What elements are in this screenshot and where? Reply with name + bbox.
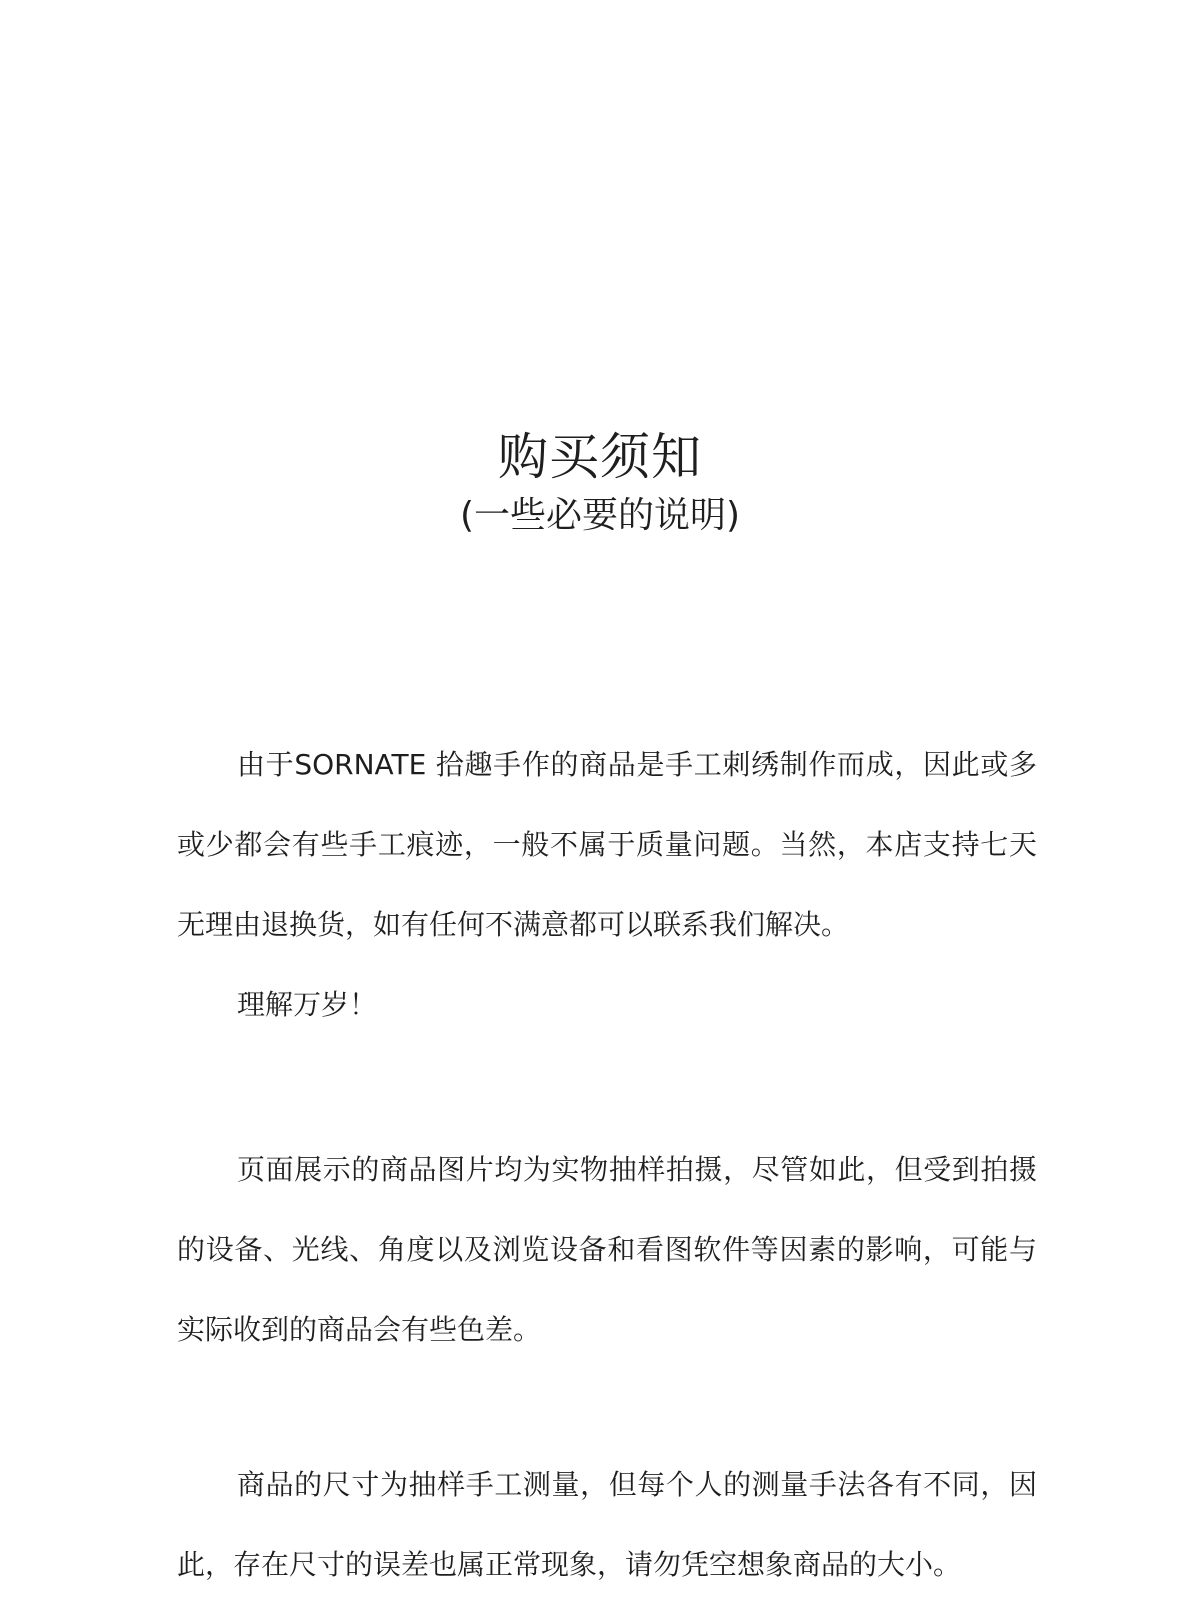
- page-title: 购买须知: [498, 428, 702, 486]
- paragraph-understanding: 理解万岁！: [237, 988, 378, 1021]
- paragraph-size-measurement: 商品的尺寸为抽样手工测量，但每个人的测量手法各有不同，因此，存在尺寸的误差也属正常现象，请勿凭空想象商品的大小。: [177, 1468, 1037, 1581]
- title-block: [0, 428, 1200, 538]
- paragraph-color-difference: 页面展示的商品图片均为实物抽样拍摄，尽管如此，但受到拍摄的设备、光线、角度以及浏览设备和看图软件等因素的影响，可能与实际收到的商品会有些色差。: [177, 1153, 1037, 1346]
- page-subtitle: (一些必要的说明): [459, 495, 741, 536]
- paragraph-handmade-notice: 由于SORNATE 拾趣手作的商品是手工刺绣制作而成，因此或多或少都会有些手工痕迹，一般不属于质量问题。当然，本店支持七天无理由退换货，如有任何不满意都可以联系我们解决。: [177, 748, 1037, 941]
